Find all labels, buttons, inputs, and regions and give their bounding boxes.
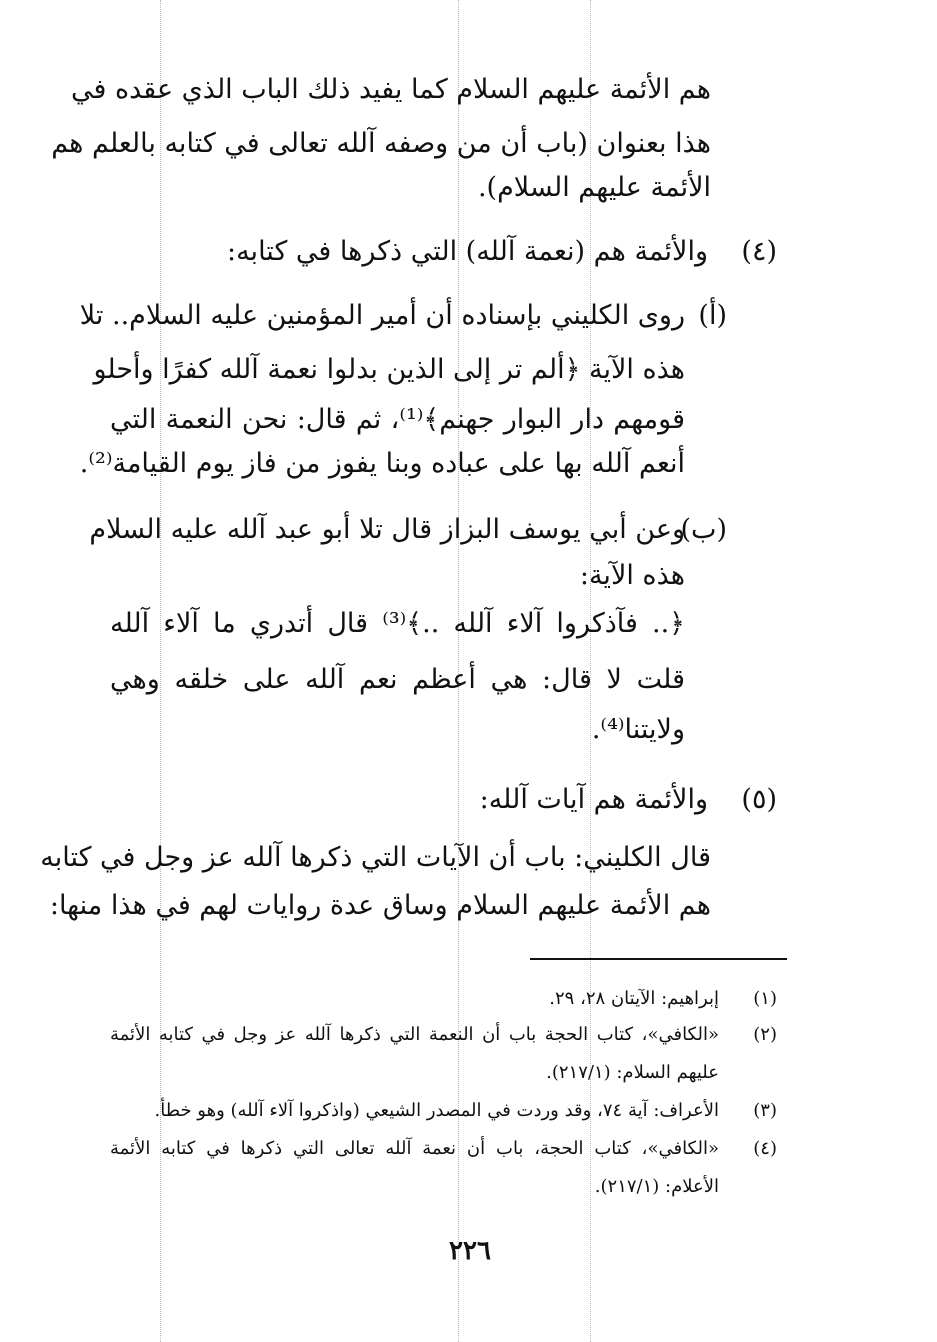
footnote-1-text: إبراهيم: الآيتان ٢٨، ٢٩. [549, 988, 719, 1009]
footnote-2-number: (٢) [753, 1024, 777, 1045]
item-b-line-1: وعن أبي يوسف البزاز قال تلا أبو عبد آلله عليه السلام [89, 514, 685, 545]
item-a-label: (أ) [698, 300, 727, 331]
section-5-number: (٥) [741, 784, 777, 815]
footnote-separator [530, 958, 787, 960]
footnote-3-text: الأعراف: آية ٧٤، وقد وردت في المصدر الشيعي (واذكروا آلاء آلله) وهو خطأ. [154, 1100, 719, 1121]
item-a-line-2: هذه الآية ﴿ألم تر إلى الذين بدلوا نعمة آلله كفرًا وأحلو [93, 354, 685, 385]
footnote-1-number: (١) [753, 988, 777, 1009]
section-4-heading: والأئمة هم (نعمة آلله) التي ذكرها في كتابه: [226, 236, 708, 267]
footnote-2-line-1: «الكافي»، كتاب الحجة باب أن النعمة التي ذكرها آلله عز وجل في كتابه الأئمة [110, 1024, 719, 1045]
footnote-4-line-1: «الكافي»، كتاب الحجة، باب أن نعمة آلله تعالى التي ذكرها في كتابه الأئمة [110, 1138, 719, 1159]
item-b-label: (ب) [680, 514, 727, 545]
footnote-4-number: (٤) [753, 1138, 777, 1159]
section-5-line-2: هم الأئمة عليهم السلام وساق عدة روايات لهم في هذا منها: [49, 890, 711, 921]
footnote-2-line-2: عليهم السلام: (٢١٧/١). [546, 1062, 719, 1083]
intro-line-3: الأئمة عليهم السلام). [477, 172, 711, 203]
item-a-line-4: أنعم آلله بها على عباده وبنا يفوز من فاز يوم القيامة⁽²⁾. [79, 448, 685, 479]
item-b-line-3: ﴿.. فآذكروا آلاء آلله ..﴾⁽³⁾ قال أتدري ما آلاء آلله [110, 608, 685, 639]
section-5-line-1: قال الكليني: باب أن الآيات التي ذكرها آلله عز وجل في كتابه [40, 842, 711, 873]
footnote-3-number: (٣) [753, 1100, 777, 1121]
section-4-number: (٤) [741, 236, 777, 267]
item-b-line-5: ولايتنا⁽⁴⁾. [591, 714, 685, 745]
page-number: ٢٢٦ [449, 1236, 491, 1266]
item-a-line-1: روى الكليني بإسناده أن أمير المؤمنين عليه السلام.. تلا [79, 300, 685, 331]
item-b-line-4: قلت لا قال: هي أعظم نعم آلله على خلقه وهي [110, 664, 685, 695]
intro-line-1: هم الأئمة عليهم السلام كما يفيد ذلك الباب الذي عقده في [70, 74, 711, 105]
item-a-line-3: قومهم دار البوار جهنم﴾⁽¹⁾، ثم قال: نحن النعمة التي [110, 404, 685, 435]
intro-line-2: هذا بعنوان (باب أن من وصفه آلله تعالى في كتابه بالعلم هم [51, 128, 711, 159]
item-b-line-2: هذه الآية: [579, 560, 685, 591]
footnote-4-line-2: الأعلام: (٢١٧/١). [594, 1176, 719, 1197]
section-5-heading: والأئمة هم آيات آلله: [479, 784, 708, 815]
